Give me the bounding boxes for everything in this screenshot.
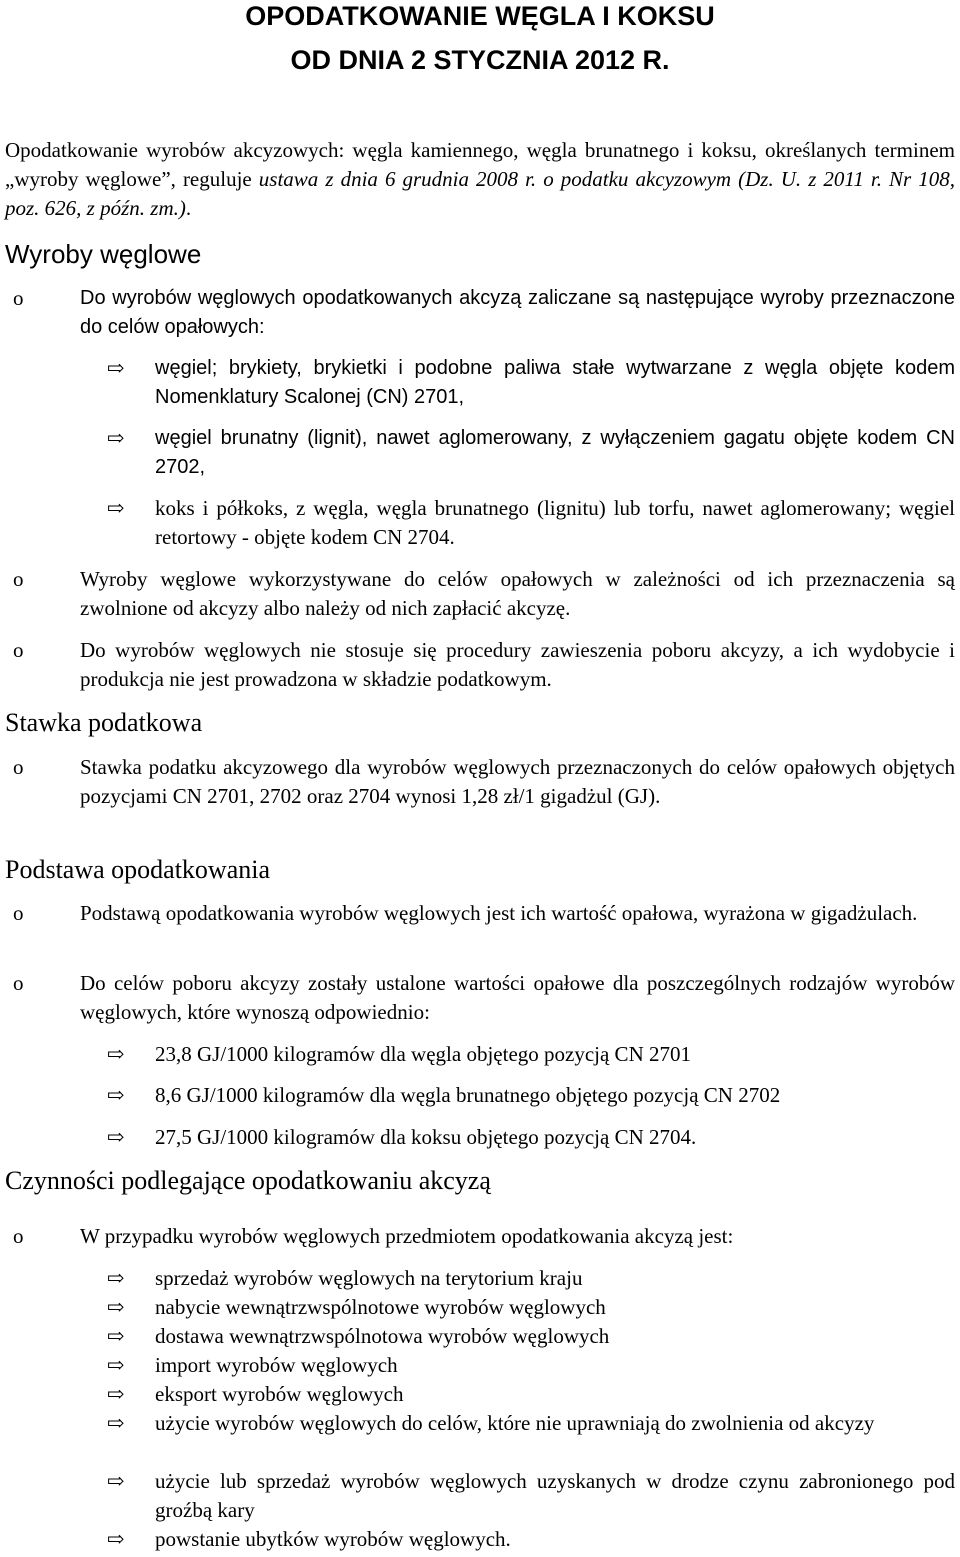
bullet-text: Podstawą opodatkowania wyrobów węglowych jest ich wartość opałowa, wyrażona w gigadżulach. [80,901,918,925]
intro-end: . [185,196,192,220]
arrow-icon: ⇨ [107,1411,125,1435]
arrow-icon: ⇨ [107,1324,125,1348]
list-item [105,1467,955,1525]
arrow-text: import wyrobów węglowych [155,1353,398,1377]
bullet-mark: o [13,286,24,310]
list-item [5,1222,955,1251]
intro-text: Opodatkowanie wyrobów akcyzowych: węgla kamiennego, węgla brunatnego i koksu, określanych terminem „wyroby węglowe”, reguluje [5,138,955,191]
bullet-text: Do celów poboru akcyzy zostały ustalone wartości opałowe dla poszczególnych rodzajów wyrobów węglowych, które wynoszą odpowiednio: [80,971,955,1024]
arrow-text: powstanie ubytków wyrobów węglowych. [155,1527,511,1551]
arrow-text: 27,5 GJ/1000 kilogramów dla koksu objętego pozycją CN 2704. [155,1125,697,1149]
document-title-line1: OPODATKOWANIE WĘGLA I KOKSU [245,1,715,31]
intro-paragraph [5,136,955,223]
heading-wyroby-weglowe: Wyroby węglowe [5,239,202,269]
bullet-text: Do wyrobów węglowych nie stosuje się procedury zawieszenia poboru akcyzy, a ich wydobycie i produkcja nie jest prowadzona w składzie podatkowym. [80,638,955,691]
arrow-icon: ⇨ [107,1353,125,1377]
arrow-icon: ⇨ [107,1527,125,1551]
list-item [105,1525,955,1554]
arrow-text: eksport wyrobów węglowych [155,1382,404,1406]
heading-podstawa-opodatkowania: Podstawa opodatkowania [5,855,271,884]
arrow-text: 8,6 GJ/1000 kilogramów dla węgla brunatnego objętego pozycją CN 2702 [155,1083,781,1107]
heading-stawka-podatkowa: Stawka podatkowa [5,708,203,737]
list-item [105,1123,955,1152]
arrow-icon: ⇨ [107,1266,125,1290]
bullet-mark: o [13,567,24,591]
arrow-icon: ⇨ [107,1295,125,1319]
list-item [105,494,955,552]
list-item [5,969,955,1027]
arrow-text: dostawa wewnątrzwspólnotowa wyrobów węglowych [155,1324,610,1348]
list-item [105,1264,955,1293]
bullet-mark: o [13,755,24,779]
arrow-text: koks i półkoks, z węgla, węgla brunatnego (lignitu) lub torfu, nawet aglomerowany; węgiel retortowy - objęte kodem CN 2704. [155,496,955,549]
bullet-text: Wyroby węglowe wykorzystywane do celów opałowych w zależności od ich przeznaczenia są zwolnione od akcyzy albo należy od nich zapłacić akcyzę. [80,567,955,620]
arrow-icon: ⇨ [107,1083,125,1107]
list-item [105,1322,955,1351]
arrow-text: użycie lub sprzedaż wyrobów węglowych uzyskanych w drodze czynu zabronionego pod groźbą kary [155,1469,955,1522]
bullet-mark: o [13,1224,24,1248]
list-item [5,565,955,623]
heading-czynnosci: Czynności podlegające opodatkowaniu akcyzą [5,1166,491,1195]
arrow-text: 23,8 GJ/1000 kilogramów dla węgla objętego pozycją CN 2701 [155,1042,691,1066]
list-item [105,1293,955,1322]
list-item [105,1380,955,1409]
list-item [5,284,955,342]
bullet-mark: o [13,638,24,662]
arrow-icon: ⇨ [107,1469,125,1493]
bullet-mark: o [13,901,24,925]
arrow-icon: ⇨ [107,1042,125,1066]
arrow-text: węgiel brunatny (lignit), nawet aglomerowany, z wyłączeniem gagatu objęte kodem CN 2702, [155,427,955,478]
bullet-text: W przypadku wyrobów węglowych przedmiotem opodatkowania akcyzą jest: [80,1224,734,1248]
arrow-icon: ⇨ [107,496,125,520]
bullet-text: Stawka podatku akcyzowego dla wyrobów węglowych przeznaczonych do celów opałowych objętych pozycjami CN 2701, 2702 oraz 2704 wynosi 1,28 zł/1 gigadżul (GJ). [80,755,955,808]
arrow-icon: ⇨ [107,426,125,450]
list-item [5,899,955,928]
list-item [105,424,955,482]
list-item [105,1040,955,1069]
list-item [105,1409,955,1438]
list-item [5,753,955,811]
intro-legal-reference: ustawa z dnia 6 grudnia 2008 r. o podatku akcyzowym (Dz. U. z 2011 r. Nr 108, poz. 626, z późn. zm.) [5,167,955,220]
arrow-text: węgiel; brykiety, brykietki i podobne paliwa stałe wytwarzane z węgla objęte kodem Nomenklatury Scalonej (CN) 2701, [155,357,955,408]
arrow-icon: ⇨ [107,1125,125,1149]
bullet-mark: o [13,971,24,995]
document-title-line2: OD DNIA 2 STYCZNIA 2012 R. [290,45,670,75]
list-item [105,354,955,412]
arrow-icon: ⇨ [107,356,125,380]
list-item [5,636,955,694]
arrow-text: użycie wyrobów węglowych do celów, które nie uprawniają do zwolnienia od akcyzy [155,1411,875,1435]
bullet-text: Do wyrobów węglowych opodatkowanych akcyzą zaliczane są następujące wyroby przeznaczone do celów opałowych: [80,287,955,338]
arrow-text: nabycie wewnątrzwspólnotowe wyrobów węglowych [155,1295,606,1319]
arrow-icon: ⇨ [107,1382,125,1406]
list-item [105,1081,955,1110]
arrow-text: sprzedaż wyrobów węglowych na terytorium kraju [155,1266,583,1290]
list-item [105,1351,955,1380]
